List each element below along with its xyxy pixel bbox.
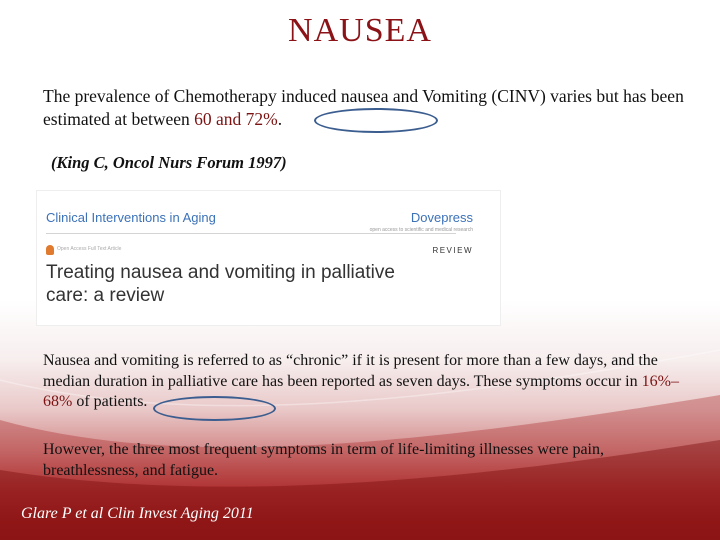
publisher-name: Dovepress <box>410 210 473 225</box>
symptoms-paragraph: However, the three most frequent symptoms in term of life-limiting illnesses were pain, breathlessness, and fatigue. <box>43 441 604 479</box>
chronic-nausea-paragraph <box>43 351 693 413</box>
open-access-label: Open Access Full Text Article <box>57 246 122 252</box>
citation-glare: Glare P et al Clin Invest Aging 2011 <box>21 505 254 522</box>
highlight-circle <box>153 396 276 421</box>
citation-king: (King C, Oncol Nurs Forum 1997) <box>51 153 287 172</box>
article-type-label: REVIEW <box>432 246 473 255</box>
prevalence-text: The prevalence of Chemotherapy induced nausea and Vomiting (CINV) varies but has been estimated at between <box>43 86 684 129</box>
journal-article-image <box>36 190 501 326</box>
chronic-end: of patients. <box>72 393 148 410</box>
article-title: Treating nausea and vomiting in palliative care: a review <box>46 262 395 306</box>
open-access-icon <box>46 245 54 255</box>
chronic-highlight: 16%–68% <box>43 372 679 410</box>
highlight-circle <box>314 108 438 133</box>
journal-divider <box>46 233 456 234</box>
publisher-tagline: open access to scientific and medical research <box>369 227 473 233</box>
chronic-text: Nausea and vomiting is referred to as “chronic” if it is present for more than a few days, and the median duration in palliative care has been reported as seven days. These symptoms occur in <box>43 352 658 390</box>
prevalence-highlight: 60 and 72% <box>194 109 278 129</box>
journal-name: Clinical Interventions in Aging <box>46 210 216 225</box>
prevalence-end: . <box>277 109 283 129</box>
slide-title: NAUSEA <box>288 12 432 49</box>
